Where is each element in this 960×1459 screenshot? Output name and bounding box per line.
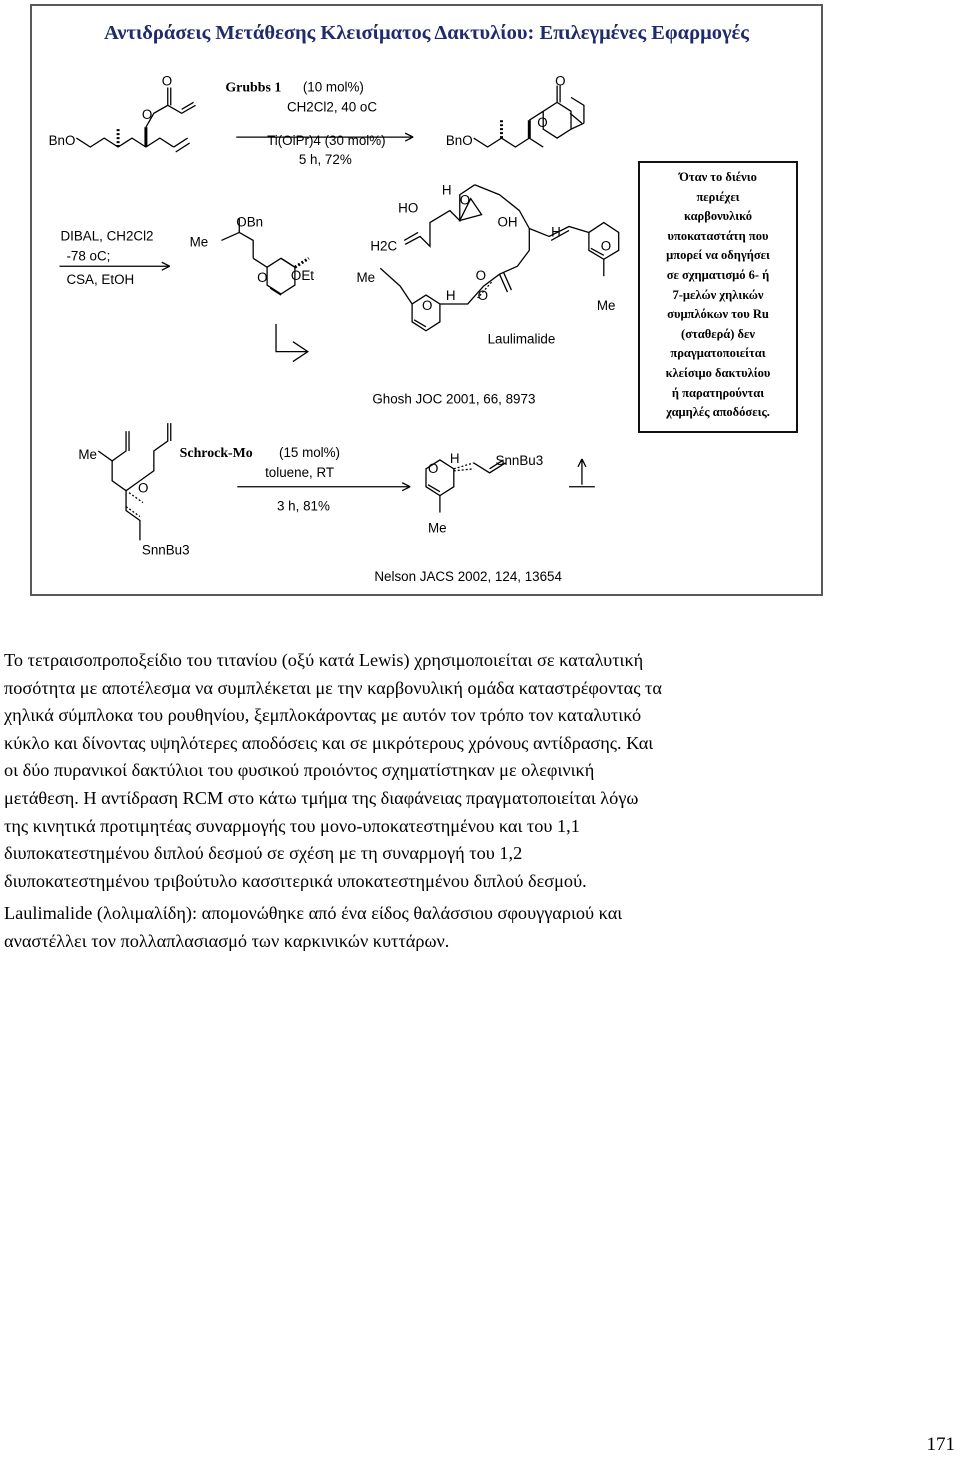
note-box: Όταν το διένιο περιέχει καρβονυλικό υποκαταστάτη που μπορεί να οδηγήσει σε σχηματισμό 6- ή 7-μελών χηλικών συμπλόκων του Ru (σταθερά) δεν πραγματοποιείται κλείσιμο δακτυλίου ή παρατηρούνται χαμηλές αποδόσεις. <box>638 161 798 433</box>
svg-text:CSA, EtOH: CSA, EtOH <box>66 272 135 288</box>
sm-label: BnO <box>48 133 76 149</box>
titanium-additive: Ti(OiPr)4 (30 mol%) <box>267 133 386 149</box>
catalyst-schrock: Schrock-Mo <box>179 445 253 461</box>
grubbs-loading: (10 mol%) <box>302 79 364 95</box>
svg-text:SnnBu3: SnnBu3 <box>495 452 544 468</box>
svg-text:O: O <box>477 288 489 303</box>
schrock-loading: (15 mol%) <box>279 444 341 460</box>
svg-text:O: O <box>475 268 487 284</box>
catalyst-grubbs: Grubbs 1 <box>225 80 282 96</box>
svg-text:Me: Me <box>189 234 209 250</box>
nelson-reference: Nelson JACS 2002, 124, 13654 <box>374 569 562 585</box>
svg-text:OEt: OEt <box>290 268 315 284</box>
svg-text:O: O <box>422 297 433 313</box>
svg-text:H: H <box>445 288 456 303</box>
svg-text:Me: Me <box>596 297 616 313</box>
svg-text:O: O <box>161 73 173 89</box>
scheme2-conditions: toluene, RT <box>265 464 335 480</box>
svg-text:Me: Me <box>356 270 376 286</box>
svg-text:O: O <box>137 480 149 496</box>
svg-text:O: O <box>141 107 153 123</box>
svg-text:Me: Me <box>78 446 97 462</box>
svg-text:H2C: H2C <box>370 238 398 254</box>
product-label: BnO <box>445 133 473 149</box>
page-number: 171 <box>926 1434 955 1455</box>
paragraph-laulimalide: Laulimalide (λολιμαλίδη): απομονώθηκε από ένα είδος θαλάσσιου σφουγγαριού και αναστέλλει τον πολλαπλασιασμό των καρκινικών κυττάρων. <box>4 903 623 951</box>
svg-text:O: O <box>600 238 612 254</box>
svg-text:O: O <box>537 115 548 131</box>
slide-panel <box>30 4 823 596</box>
scheme2-time-yield: 3 h, 81% <box>277 498 330 514</box>
svg-text:H: H <box>449 450 460 466</box>
svg-text:O: O <box>555 73 566 89</box>
svg-text:O: O <box>427 460 439 476</box>
svg-text:H: H <box>441 182 452 198</box>
laulimalide-name: Laulimalide <box>487 331 556 347</box>
ghosh-reference: Ghosh JOC 2001, 66, 8973 <box>372 391 536 407</box>
svg-text:O: O <box>257 270 268 286</box>
paragraph-titanium: Το τετραισοπροποξείδιο του τιτανίου (οξύ κατά Lewis) χρησιμοποιείται σε καταλυτική ποσότητα με αποτέλεσμα να συμπλέκεται με την καρβονυλική ομάδα καταστρέφοντας τα χηλικά σύμπλοκα του ρουθηνίου, ξεμπλοκάροντας με αυτόν τον τρόπο τον καταλυτικό κύκλο και δίνοντας υψηλότερες αποδόσεις και σε μικρότερους χρόνους αντίδρασης. Και οι δύο πυρανικοί δακτύλιοι του φυσικού προιόντος σχηματίστηκαν με ολεφινική μετάθεση. Η αντίδραση RCM στο κάτω τμήμα της διαφάνειας πραγματοποιείται λόγω της κινητικά προτιμητέας συναρμογής του μονο-υποκατεστημένου και του 1,1 διυποκατεστημένου διπλού δεσμού σε σχέση με τη συναρμογή του 1,2 διυποκατεστημένου τριβούτυλο κασσιτερικά υποκατεστημένου διπλού δεσμού. <box>4 650 662 891</box>
svg-text:-78 oC;: -78 oC; <box>66 248 111 264</box>
time-yield: 5 h, 72% <box>298 151 352 167</box>
svg-text:HO: HO <box>398 200 419 216</box>
body-text <box>4 647 954 956</box>
slide-title: Αντιδράσεις Μετάθεσης Κλεισίματος Δακτυλίου: Επιλεγμένες Εφαρμογές <box>104 22 749 44</box>
svg-text:SnnBu3: SnnBu3 <box>141 542 190 558</box>
svg-text:O: O <box>459 192 471 208</box>
svg-text:DIBAL, CH2Cl2: DIBAL, CH2Cl2 <box>60 228 154 244</box>
svg-text:Me: Me <box>427 520 447 536</box>
svg-text:OH: OH <box>497 214 518 230</box>
svg-text:H: H <box>551 224 561 240</box>
svg-text:OBn: OBn <box>236 214 264 230</box>
solvent-temp: CH2Cl2, 40 oC <box>286 99 378 115</box>
